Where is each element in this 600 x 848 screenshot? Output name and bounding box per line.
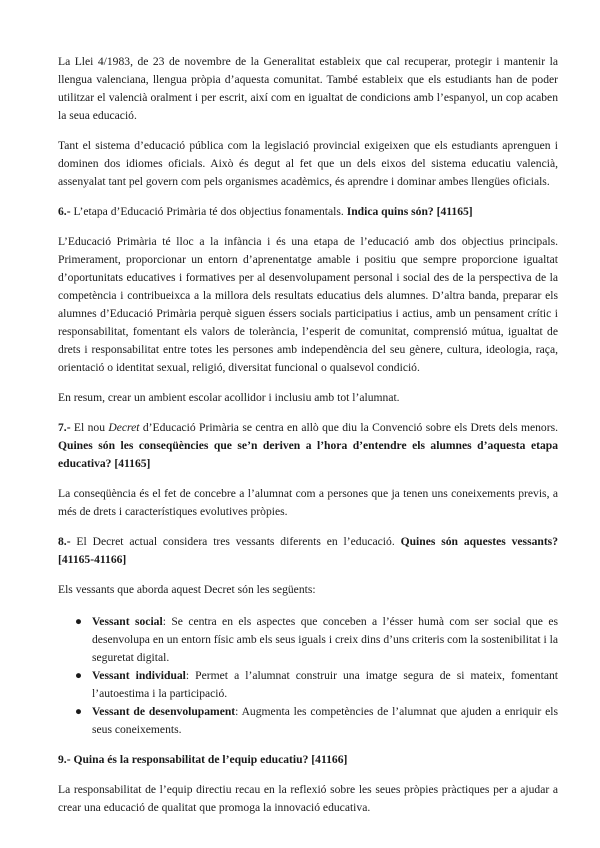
list-item-term: Vessant de desenvolupament xyxy=(92,705,236,718)
list-item-vessant-desenvolupament xyxy=(75,703,558,739)
question-text: L’etapa d’Educació Primària té dos objectius fonamentals. xyxy=(70,205,347,218)
decret-italic: Decret xyxy=(108,421,140,434)
list-item-term: Vessant social xyxy=(92,615,163,628)
question-text: El nou xyxy=(70,421,109,434)
question-text: d’Educació Primària se centra en allò que diu la Convenció sobre els Drets dels menors. xyxy=(139,421,559,434)
answer-6-paragraph-1: L’Educació Primària té lloc a la infància i és una etapa de l’educació amb dos objectius principals. Primerament, proporcionar un entorn d’aprenentatge amable i positiu que sempre proporcione igualtat d’oportunitats educatives i formatives per al desenvolupament personal i social des de la perspectiva de la competència i contribueixca a la millora dels resultats educatius dels alumnes. D’altra banda, preparar els alumnes d’Educació Primària perquè siguen éssers socials participatius i actius, amb un pensament crític i responsabilitat, fomentant els valors de tolerància, l’esperit de comunitat, comprensió mútua, igualtat de drets i responsabilitat entre totes les persones amb independència del seu gènere, cultura, ideologia, raça, orientació o identitat sexual, religió, diversitat funcional o qualsevol condició. xyxy=(58,235,558,374)
paragraph-sistema: Tant el sistema d’educació pública com la legislació provincial exigeixen que els estudiants aprenguen i dominen dos idiomes oficials. Això és degut al fet que un dels eixos del sistema educatiu valencià, assenyalat tant pel govern com pels organismes acadèmics, és aprendre i dominar ambes llengües oficials. xyxy=(58,139,558,188)
question-8 xyxy=(58,533,558,569)
answer-6-paragraph-2: En resum, crear un ambient escolar acollidor i inclusiu amb tot l’alumnat. xyxy=(58,391,400,404)
question-number: 6.- xyxy=(58,205,71,218)
question-bold: Quines són aquestes vessants? [41165-41166] xyxy=(58,535,558,566)
list-item-desc: : Permet a l’alumnat construir una imatge segura de si mateix, fomentant l’autoestima i la participació. xyxy=(92,669,558,700)
bullet-icon: ● xyxy=(75,705,83,718)
bullet-icon: ● xyxy=(75,669,83,682)
paragraph-llei: La Llei 4/1983, de 23 de novembre de la Generalitat estableix que cal recuperar, protegir i mantenir la llengua valenciana, llengua pròpia d’aquesta comunitat. També estableix que els estudiants han de poder utilitzar el valencià oralment i per escrit, així com en igualtat de condicions amb l’espanyol, un cop acaben la seua educació. xyxy=(58,55,558,122)
question-number: 7.- xyxy=(58,421,71,434)
list-item-term: Vessant individual xyxy=(92,669,186,682)
question-number: 9.- xyxy=(58,753,71,766)
list-item-desc: : Se centra en els aspectes que conceben a l’ésser humà com ser social que es desenvolupa en un entorn físic amb els seus iguals i creix dins d’uns criteris com la sostenibilitat i la seguretat digital. xyxy=(92,615,558,664)
list-item-vessant-social xyxy=(75,613,558,667)
vessants-list xyxy=(58,613,558,739)
question-bold: Quines són les conseqüències que se’n deriven a l’hora d’entendre els alumnes d’aquesta etapa educativa? [41165] xyxy=(58,439,558,470)
question-9 xyxy=(58,751,558,769)
answer-7: La conseqüència és el fet de concebre a l’alumnat com a persones que ja tenen uns coneixements previs, a més de drets i característiques evolutives pròpies. xyxy=(58,487,558,518)
question-bold: Indica quins són? [41165] xyxy=(346,205,473,218)
list-item-vessant-individual xyxy=(75,667,558,703)
question-bold: Quina és la responsabilitat de l’equip educatiu? [41166] xyxy=(70,753,348,766)
bullet-icon: ● xyxy=(75,615,83,628)
document-page xyxy=(58,53,558,829)
answer-8-intro: Els vessants que aborda aquest Decret són les següents: xyxy=(58,583,316,596)
question-7 xyxy=(58,419,558,473)
question-text: El Decret actual considera tres vessants diferents en l’educació. xyxy=(70,535,401,548)
question-6 xyxy=(58,203,558,221)
question-number: 8.- xyxy=(58,535,71,548)
list-item-desc: : Augmenta les competències de l’alumnat que ajuden a enriquir els seus coneixements. xyxy=(92,705,558,736)
answer-9: La responsabilitat de l’equip directiu recau en la reflexió sobre les seues pròpies pràctiques per a ajudar a crear una educació de qualitat que promoga la innovació educativa. xyxy=(58,783,558,814)
